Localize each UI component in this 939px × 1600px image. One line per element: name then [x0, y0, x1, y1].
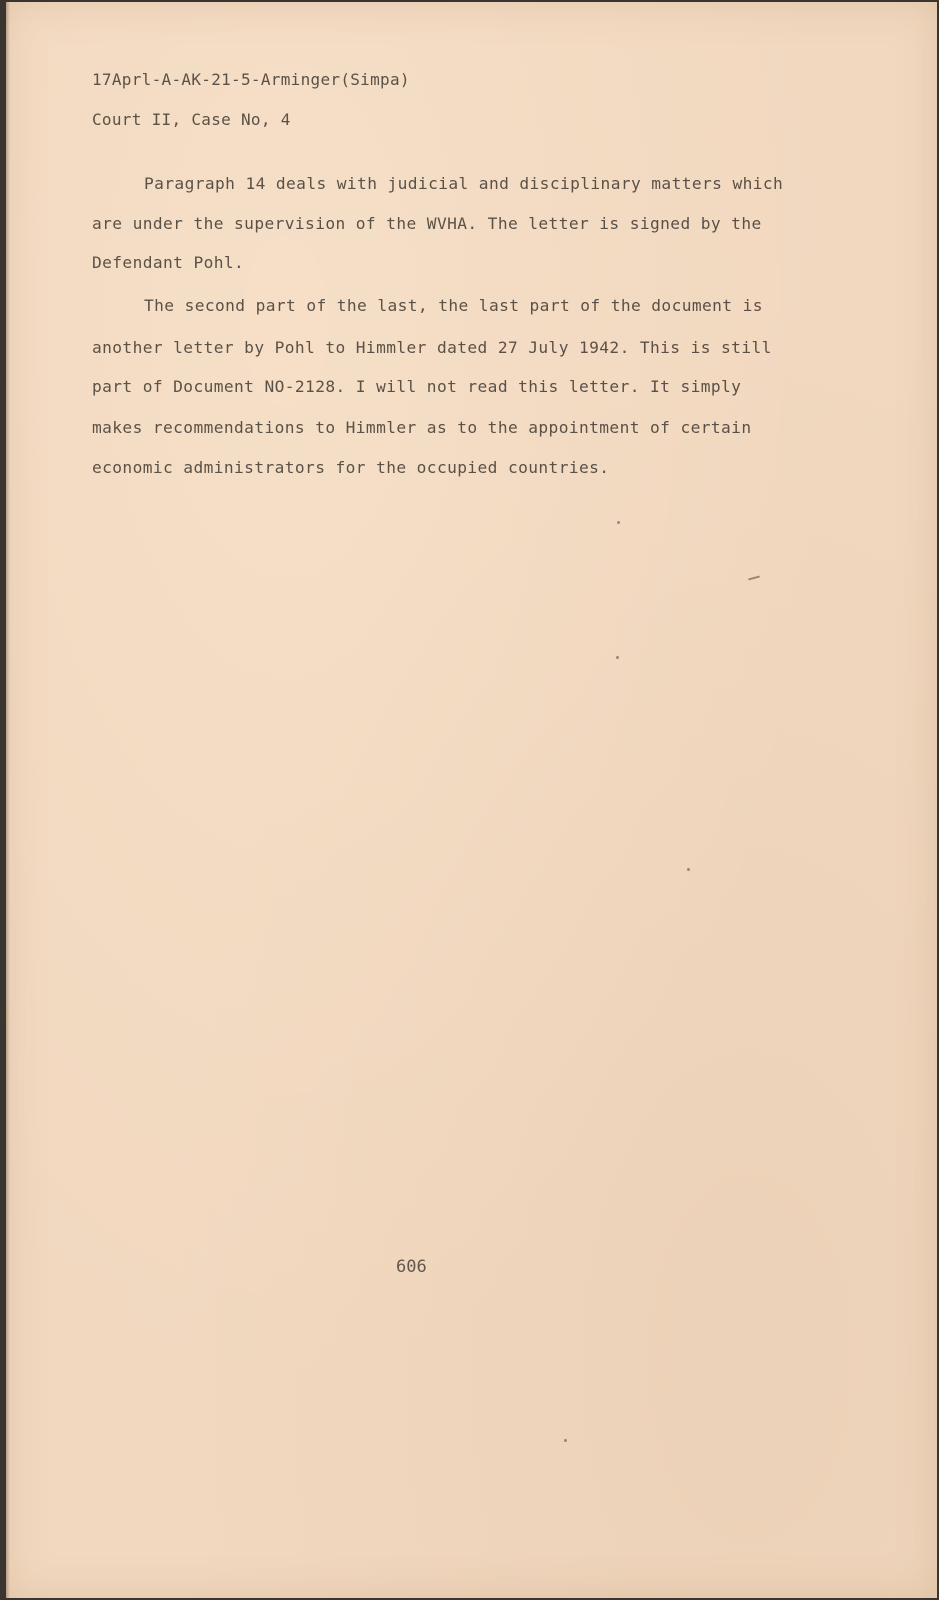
paragraph-1-line-1: Paragraph 14 deals with judicial and disciplinary matters which [144, 174, 784, 193]
document-page [6, 2, 937, 1598]
paragraph-2-line-5: economic administrators for the occupied countries. [92, 458, 610, 477]
paper-mark [748, 575, 760, 580]
paper-speck [687, 868, 690, 871]
court-case-line: Court II, Case No, 4 [92, 110, 291, 129]
paper-speck [616, 656, 619, 659]
paper-speck [564, 1439, 567, 1442]
page-edge-shadow [6, 2, 10, 1598]
paper-speck [617, 521, 620, 524]
paragraph-1-line-2: are under the supervision of the WVHA. The letter is signed by the [92, 214, 762, 233]
paragraph-2-line-3: part of Document NO-2128. I will not read this letter. It simply [92, 377, 742, 396]
paragraph-1-line-3: Defendant Pohl. [92, 253, 245, 272]
paragraph-2-line-2: another letter by Pohl to Himmler dated 27 July 1942. This is still [92, 338, 772, 357]
case-reference: 17Aprl-A-AK-21-5-Arminger(Simpa) [92, 70, 410, 89]
paragraph-2-line-1: The second part of the last, the last part of the document is [144, 296, 763, 315]
page-number: 606 [396, 1257, 427, 1277]
paragraph-2-line-4: makes recommendations to Himmler as to the appointment of certain [92, 418, 752, 437]
